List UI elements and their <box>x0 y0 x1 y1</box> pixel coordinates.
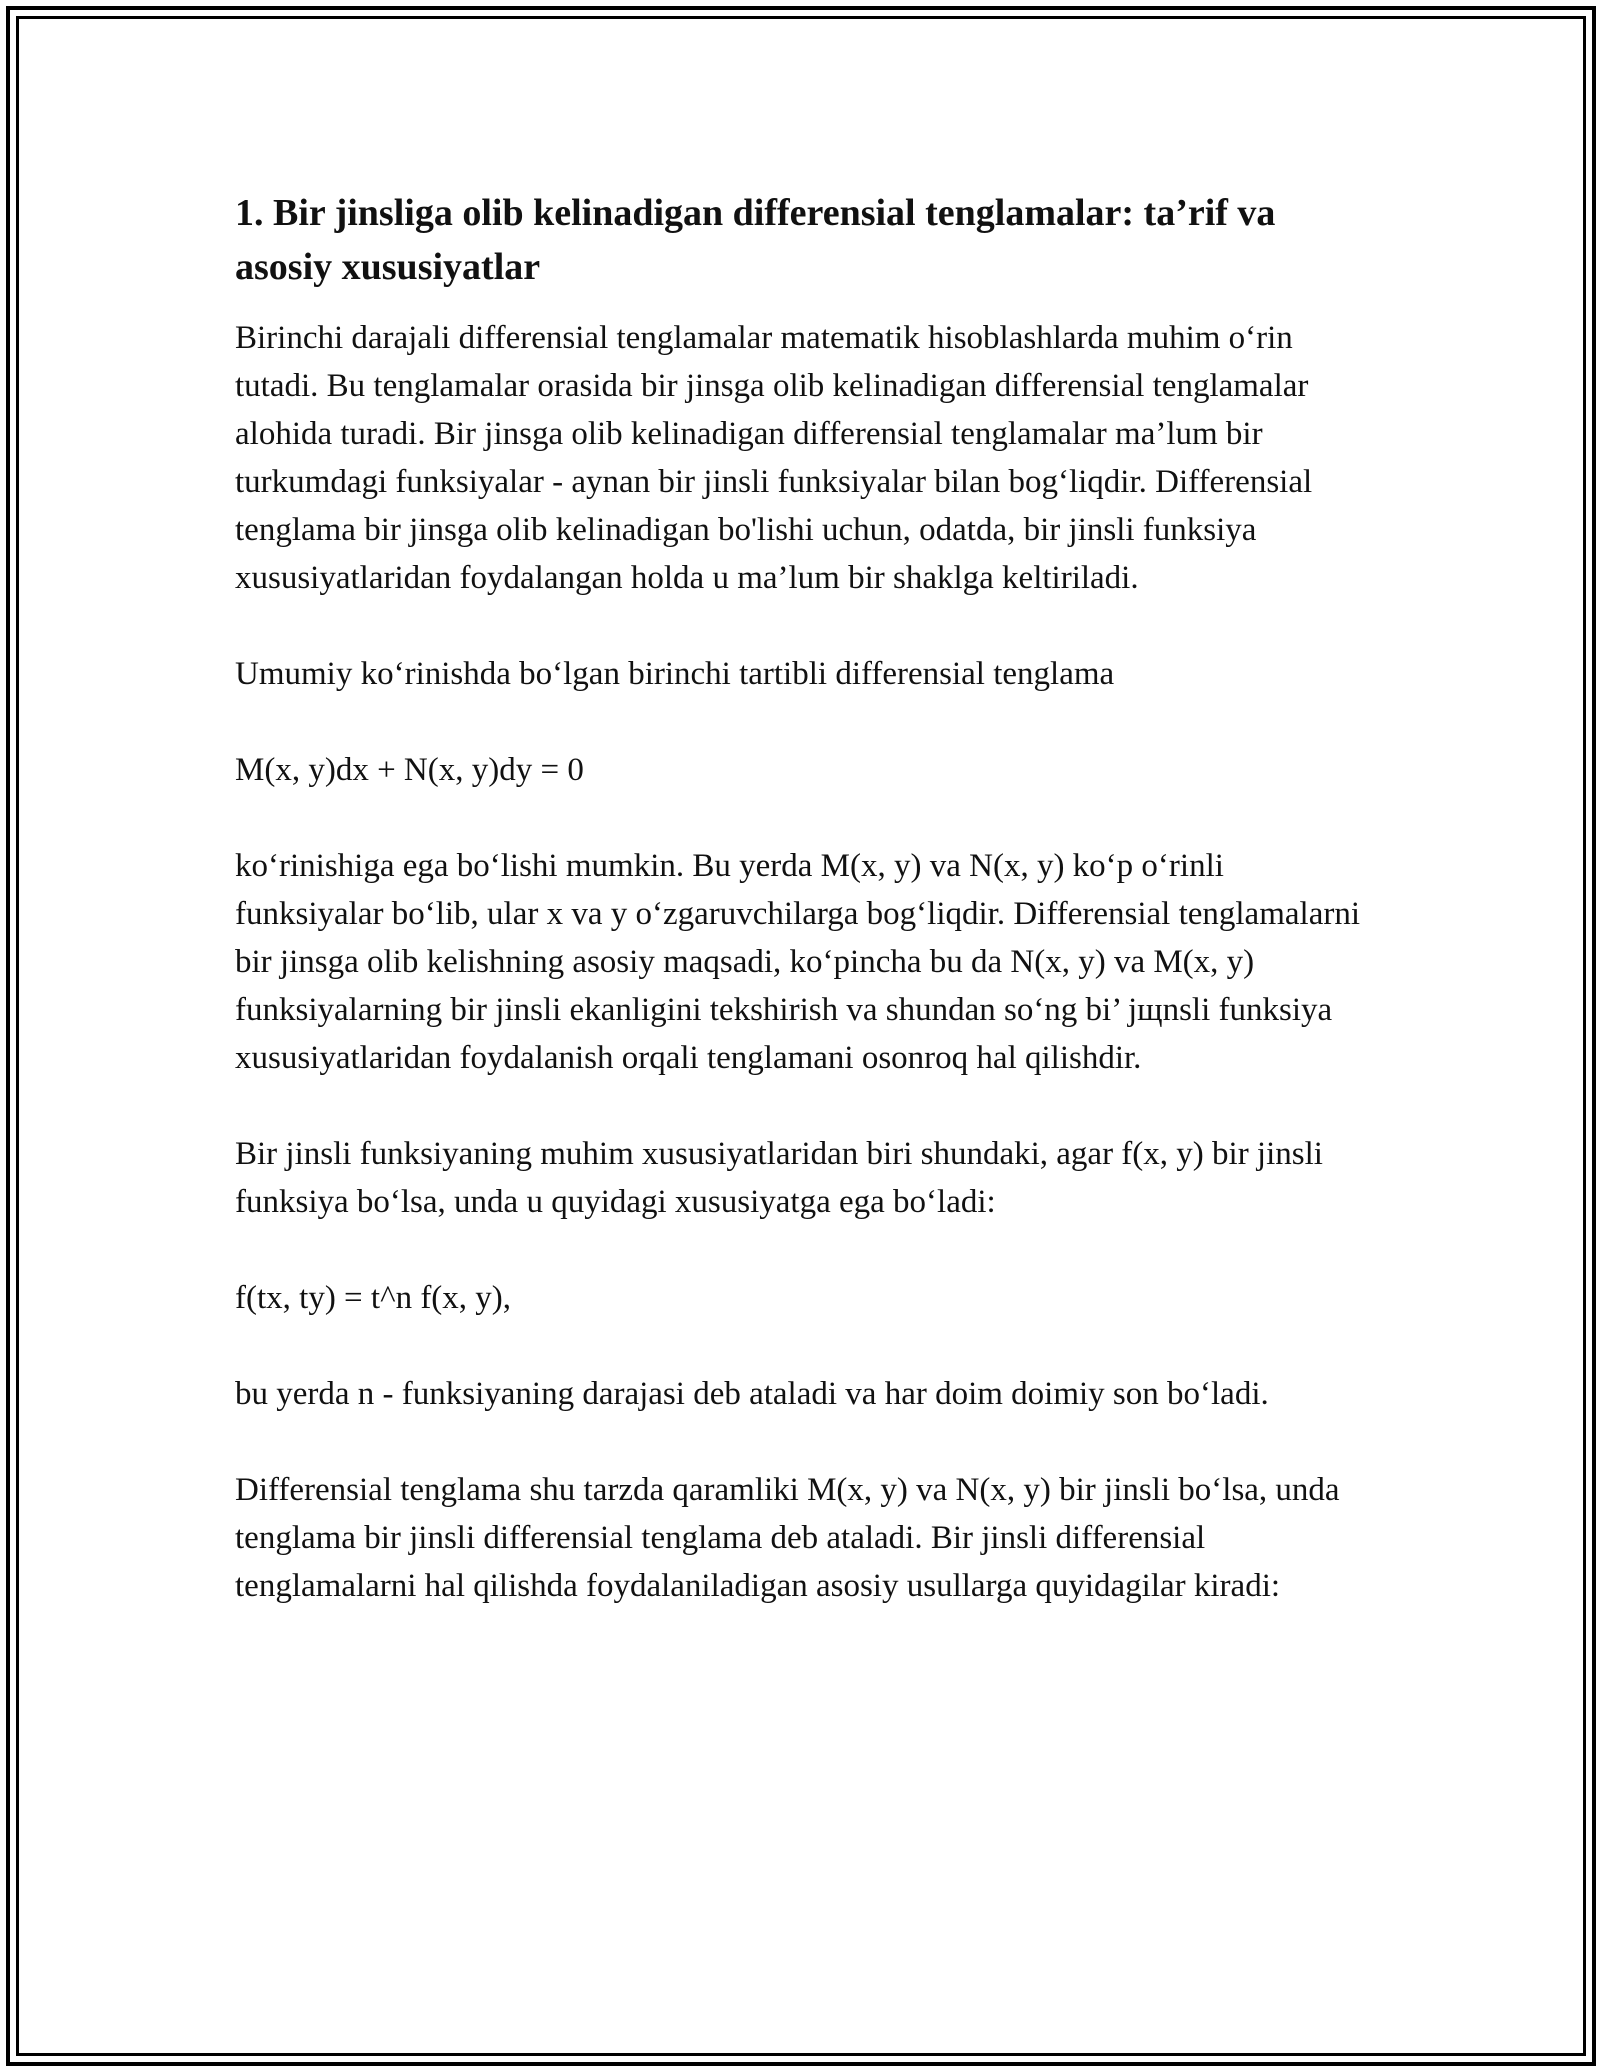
section-heading: 1. Bir jinsliga olib kelinadigan differensial tenglamalar: ta’rif va asosiy xususiyatlar <box>235 192 1276 288</box>
document-body <box>235 186 1365 1658</box>
paragraph-property: Bir jinsli funksiyaning muhim xususiyatlaridan biri shundaki, agar f(x, y) bir jinsli funksiya bo‘lsa, unda u quyidagi xususiyatga ega bo‘ladi: <box>235 1136 1323 1220</box>
equation-homogeneity: f(tx, ty) = t^n f(x, y), <box>235 1280 512 1316</box>
paragraph-methods: Differensial tenglama shu tarzda qaramliki M(x, y) va N(x, y) bir jinsli bo‘lsa, unda tenglama bir jinsli differensial tenglama deb ataladi. Bir jinsli differensial tenglamalarni hal qilishda foydalaniladigan asosiy usullarga quyidagilar kiradi: <box>235 1472 1340 1604</box>
paragraph-intro: Birinchi darajali differensial tenglamalar matematik hisoblashlarda muhim o‘rin tutadi. Bu tenglamalar orasida bir jinsga olib kelinadigan differensial tenglamalar alohida turadi. Bir jinsga olib kelinadigan differensial tenglamalar ma’lum bir turkumdagi funksiyalar - aynan bir jinsli funksiyalar bilan bog‘liqdir. Differensial tenglama bir jinsga olib kelinadigan bo'lishi uchun, odatda, bir jinsli funksiya xususiyatlaridan foydalangan holda u ma’lum bir shaklga keltiriladi. <box>235 320 1313 596</box>
paragraph-degree: bu yerda n - funksiyaning darajasi deb ataladi va har doim doimiy son bo‘ladi. <box>235 1376 1269 1412</box>
paragraph-explanation: ko‘rinishiga ega bo‘lishi mumkin. Bu yerda M(x, y) va N(x, y) ko‘p o‘rinli funksiyalar bo‘lib, ular x va y o‘zgaruvchilarga bog‘liqdir. Differensial tenglamalarni bir jinsga olib kelishning asosiy maqsadi, ko‘pincha bu da N(x, y) va M(x, y) funksiyalarning bir jinsli ekanligini tekshirish va shundan so‘ng bi’ jщnsli funksiya xususiyatlaridan foydalanish orqali tenglamani osonroq hal qilishdir. <box>235 848 1360 1076</box>
equation-general: M(x, y)dx + N(x, y)dy = 0 <box>235 752 584 788</box>
paragraph-general-form: Umumiy ko‘rinishda bo‘lgan birinchi tartibli differensial tenglama <box>235 656 1115 692</box>
